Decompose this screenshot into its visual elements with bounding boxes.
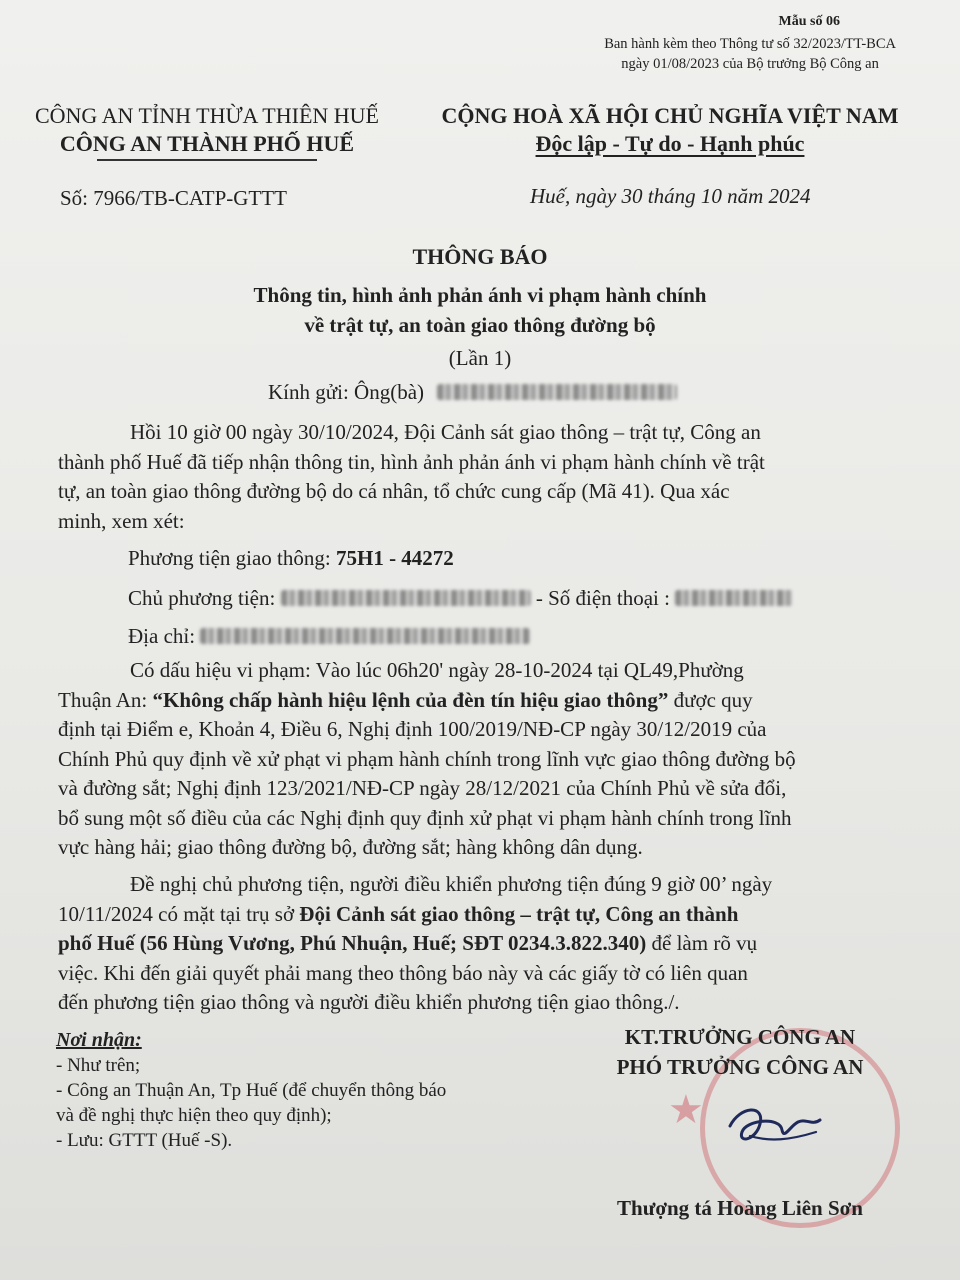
addressee-line [268,380,677,405]
vp-line-2-tail: được quy [668,687,753,712]
phone-label: - Số điện thoại : [530,586,676,610]
issuance-note [604,34,896,74]
recipient-item: - Lưu: GTTT (Huế -S). [56,1130,233,1151]
vp-line-3: định tại Điểm e, Khoản 4, Điều 6, Nghị định 100/2019/NĐ-CP ngày 30/12/2019 của [58,717,767,741]
dn-line-1: Đề nghị chủ phương tiện, người điều khiển phương tiện đúng 9 giờ 00’ ngày [130,872,773,896]
document-date: Huế, ngày 30 tháng 10 năm 2024 [530,184,811,208]
issuance-line-2: ngày 01/08/2023 của Bộ trưởng Bộ Công an [621,56,879,72]
dn-line-2-head: 10/11/2024 có mặt tại trụ sở [58,901,300,926]
vp-line-6: bổ sung một số điều của các Nghị định quy định xử phạt vi phạm hành chính trong lĩnh [58,805,792,830]
vp-line-7: vực hàng hải; giao thông đường bộ, đường sắt; hàng không dân dụng. [58,835,643,859]
form-number: Mẫu số 06 [778,14,840,29]
recipient-item: và đề nghị thực hiện theo quy định); [56,1105,332,1126]
national-header [420,102,920,158]
paragraph-request [58,870,910,1018]
recipients-block [56,1028,446,1153]
dn-line-4: việc. Khi đến giải quyết phải mang theo thông báo này và các giấy tờ có liên quan [58,960,748,985]
paragraph-receipt [58,418,910,536]
recipient-item: - Như trên; [56,1055,141,1076]
redacted-phone [675,590,793,606]
redacted-address [200,628,530,644]
addressee-label: Kính gửi: Ông(bà) [268,380,425,404]
dn-line-3 [58,929,910,959]
redacted-name [437,384,677,400]
office-name: Đội Cảnh sát giao thông – trật tự, Công an thành [299,901,739,926]
vp-line-4: Chính Phủ quy định về xử phạt vi phạm hành chính trong lĩnh vực giao thông đường bộ [58,746,796,771]
dn-line-2 [58,900,910,930]
office-address: phố Huế (56 Hùng Vương, Phú Nhuận, Huế; SĐT 0234.3.822.340) [58,931,647,955]
dn-line-3-tail: để làm rõ vụ [646,931,758,955]
address-line [128,624,530,649]
vehicle-label: Phương tiện giao thông: [128,546,336,570]
p1-line-1: Hồi 10 giờ 00 ngày 30/10/2024, Đội Cảnh sát giao thông – trật tự, Công an [130,420,761,444]
attempt-number: (Lần 1) [448,346,512,370]
p1-line-2: thành phố Huế đã tiếp nhận thông tin, hình ảnh phản ánh vi phạm hành chính về trật [58,449,765,474]
recipient-item: - Công an Thuận An, Tp Huế (để chuyển thông báo [56,1080,447,1101]
document-subtitle [0,280,960,340]
paragraph-violation [58,656,910,863]
agency-header [22,102,392,161]
country-name: CỘNG HOÀ XÃ HỘI CHỦ NGHĨA VIỆT NAM [441,103,899,128]
vp-location: Thuận An: [58,687,153,712]
vehicle-plate: 75H1 - 44272 [335,546,454,570]
agency-underline [97,159,317,161]
signer-name: Thượng tá Hoàng Liên Sơn [617,1196,863,1220]
owner-label: Chủ phương tiện: [128,586,281,610]
subtitle-line-1: Thông tin, hình ảnh phản ánh vi phạm hành chính [253,283,707,307]
signature-line-2: PHÓ TRƯỞNG CÔNG AN [616,1055,864,1079]
handwritten-signature [720,1096,830,1156]
signature-line-1: KT.TRƯỞNG CÔNG AN [624,1025,856,1049]
vp-line-5: và đường sắt; Nghị định 123/2021/NĐ-CP ngày 28/12/2021 của Chính Phủ về sửa đổi, [58,776,787,800]
signature-title [560,1022,920,1082]
issuance-line-1: Ban hành kèm theo Thông tư số 32/2023/TT-BCA [604,36,896,52]
vp-line-1: Có dấu hiệu vi phạm: Vào lúc 06h20' ngày 28-10-2024 tại QL49,Phường [130,658,744,682]
redacted-owner [281,590,531,606]
dn-line-5: đến phương tiện giao thông và người điều khiển phương tiện giao thông./. [58,990,680,1014]
subtitle-line-2: về trật tự, an toàn giao thông đường bộ [304,313,656,337]
agency-name: CÔNG AN THÀNH PHỐ HUẾ [59,131,355,156]
violation-name: “Không chấp hành hiệu lệnh của đèn tín hiệu giao thông” [152,687,669,712]
document-title: THÔNG BÁO [412,244,548,269]
seal-star-icon: ★ [668,1087,704,1132]
document-number: Số: 7966/TB-CATP-GTTT [60,186,287,210]
p1-line-3: tự, an toàn giao thông đường bộ do cá nhân, tổ chức cung cấp (Mã 41). Qua xác [58,479,730,503]
agency-parent: CÔNG AN TỈNH THỪA THIÊN HUẾ [34,103,379,128]
vehicle-line [128,546,454,571]
vp-line-2 [58,686,910,716]
address-label: Địa chỉ: [128,624,201,648]
p1-line-4: minh, xem xét: [58,508,185,533]
recipients-heading: Nơi nhận: [56,1029,142,1051]
national-motto: Độc lập - Tự do - Hạnh phúc [535,131,805,156]
owner-line [128,586,793,611]
